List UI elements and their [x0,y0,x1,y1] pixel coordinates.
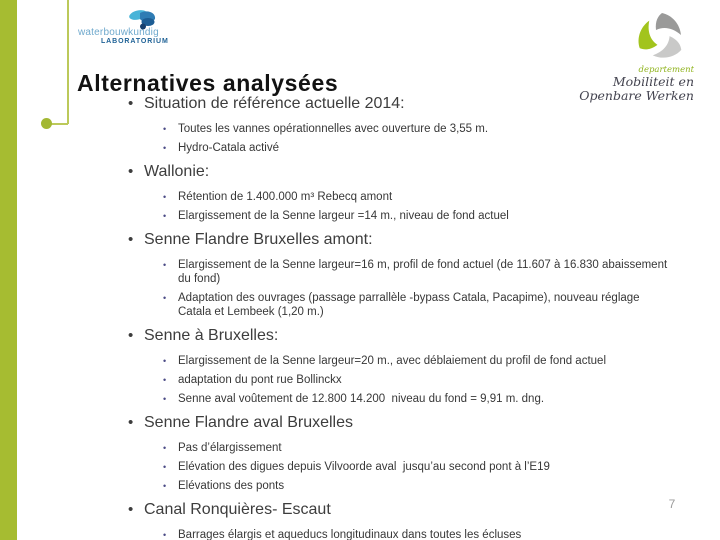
sub-bullet-item [128,141,676,155]
bullet-item [128,93,676,155]
sub-bullet-item [128,190,676,204]
bullet-label: Wallonie: [144,163,210,180]
sub-bullet-item [128,460,676,474]
sub-bullet-label: Toutes les vannes opérationnelles avec ouverture de 3,55 m. [178,123,489,135]
sub-bullet-item [128,122,676,136]
sub-bullet-dot-icon: • [163,375,167,385]
sub-bullet-item [128,373,676,387]
waterbouwkundig-laboratorium-logo [78,8,169,48]
mow-department-logo [574,8,694,102]
sub-bullet-label: Senne aval voûtement de 12.800 14.200 niveau du fond = 9,91 m. dng. [178,393,545,405]
sub-bullet-label: Rétention de 1.400.000 m³ Rebecq amont [178,191,393,203]
logo-text-departement: departement [638,65,694,75]
logo-text-mobiliteit-en: Mobiliteit en [612,74,694,89]
sub-bullet-item [128,479,676,493]
sub-bullet-item [128,209,676,223]
sub-bullet-label: Elargissement de la Senne largeur=16 m, profil de fond actuel (de 11.607 à 16.830 abaissement du fond) [178,259,668,285]
sub-bullet-dot-icon: • [163,143,167,153]
sub-bullet-list [128,441,676,493]
sub-bullet-list [128,528,676,540]
bullet-item [128,229,676,319]
sub-bullet-list [128,122,676,155]
sub-bullet-label: Pas d’élargissement [178,442,282,454]
sub-bullet-item [128,258,676,286]
sub-bullet-list [128,258,676,319]
sub-bullet-list [128,190,676,223]
bullet-label: Situation de référence actuelle 2014: [144,95,405,112]
slide-body [128,93,676,540]
bullet-item [128,412,676,493]
sub-bullet-label: Hydro-Catala activé [178,142,279,154]
sub-bullet-dot-icon: • [163,211,167,221]
bullet-dot-icon: • [128,327,134,344]
sub-bullet-dot-icon: • [163,443,167,453]
bullet-item [128,325,676,406]
triangle-pinwheel-icon [634,49,688,66]
sub-bullet-label: adaptation du pont rue Bollinckx [178,374,342,386]
bullet-label: Senne Flandre aval Bruxelles [144,414,354,431]
sub-bullet-item [128,528,676,540]
sub-bullet-dot-icon: • [163,260,167,270]
bullet-row [128,229,676,253]
decorative-dot [41,118,52,129]
bullet-row [128,325,676,349]
bullet-list [128,93,676,540]
bullet-label: Canal Ronquières- Escaut [144,501,331,518]
sub-bullet-label: Elévation des digues depuis Vilvoorde aval jusqu’au second pont à l’E19 [178,461,550,473]
sub-bullet-label: Adaptation des ouvrages (passage parrallèle -bypass Catala, Pacapime), nouveau réglage Catala et Lembeek (1,20 m.) [178,292,640,318]
bullet-row [128,161,676,185]
sub-bullet-dot-icon: • [163,462,167,472]
bullet-label: Senne à Bruxelles: [144,327,279,344]
sub-bullet-dot-icon: • [163,124,167,134]
sub-bullet-label: Elévations des ponts [178,480,285,492]
sub-bullet-dot-icon: • [163,530,167,540]
sub-bullet-dot-icon: • [163,293,167,303]
bullet-item [128,499,676,540]
bullet-dot-icon: • [128,163,134,180]
logo-text-waterbouwkundig: waterbouwkundig [78,27,159,38]
logo-text-laboratorium: LABORATORIUM [101,38,169,45]
bullet-dot-icon: • [128,231,134,248]
page-number: 7 [668,497,676,511]
bullet-label: Senne Flandre Bruxelles amont: [144,231,373,248]
bullet-row [128,412,676,436]
sub-bullet-label: Elargissement de la Senne largeur=20 m., avec déblaiement du profil de fond actuel [178,355,606,367]
sub-bullet-dot-icon: • [163,192,167,202]
decorative-vertical-line [67,0,69,124]
bullet-dot-icon: • [128,414,134,431]
decorative-horizontal-line [51,123,68,125]
bullet-dot-icon: • [128,95,134,112]
sub-bullet-dot-icon: • [163,394,167,404]
sub-bullet-item [128,392,676,406]
sub-bullet-item [128,291,676,319]
left-accent-bar [0,0,17,540]
sub-bullet-label: Barrages élargis et aqueducs longitudinaux dans toutes les écluses [178,529,522,540]
logo-text-openbare-werken: Openbare Werken [579,87,694,103]
bullet-row [128,93,676,117]
sub-bullet-dot-icon: • [163,356,167,366]
bullet-row [128,499,676,523]
sub-bullet-list [128,354,676,406]
sub-bullet-item [128,354,676,368]
bullet-item [128,161,676,223]
page-title: Alternatives analysées [77,70,339,97]
sub-bullet-label: Elargissement de la Senne largeur =14 m., niveau de fond actuel [178,210,509,222]
sub-bullet-item [128,441,676,455]
sub-bullet-dot-icon: • [163,481,167,491]
bullet-dot-icon: • [128,501,134,518]
